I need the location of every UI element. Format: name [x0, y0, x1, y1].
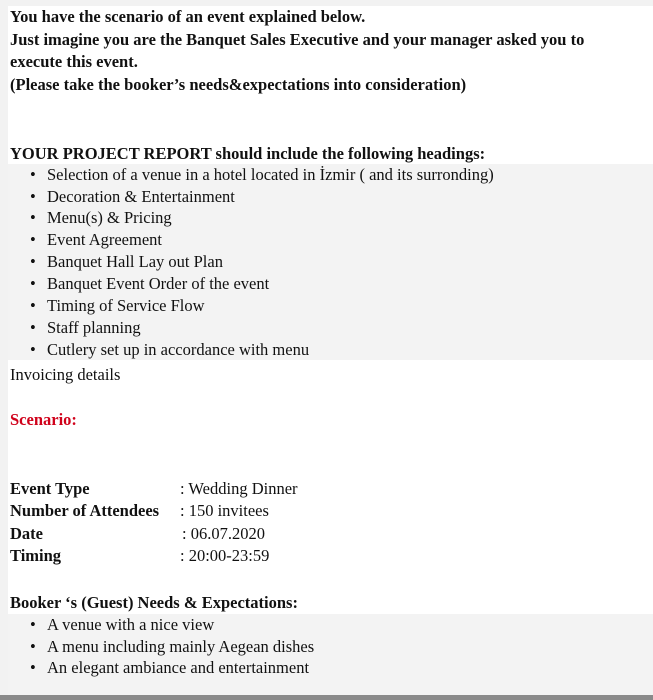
- detail-value: : 06.07.2020: [182, 524, 265, 543]
- document-panel-middle: [8, 360, 653, 614]
- bottom-border: [0, 695, 653, 700]
- list-item: • Timing of Service Flow: [30, 296, 205, 316]
- list-item: • A menu including mainly Aegean dishes: [30, 637, 314, 657]
- detail-label: Number of Attendees: [10, 501, 160, 520]
- detail-value: : Wedding Dinner: [180, 479, 298, 498]
- report-heading: YOUR PROJECT REPORT should include the following headings:: [10, 144, 486, 163]
- detail-label: Event Type: [10, 479, 90, 498]
- invoicing-details: Invoicing details: [10, 365, 121, 384]
- list-item: • A venue with a nice view: [30, 615, 214, 635]
- list-item: • Menu(s) & Pricing: [30, 208, 172, 228]
- list-item: • Banquet Event Order of the event: [30, 274, 269, 294]
- list-item: • Staff planning: [30, 318, 141, 338]
- intro-line: Just imagine you are the Banquet Sales Executive and your manager asked you to: [10, 30, 585, 49]
- detail-value: : 150 invitees: [180, 501, 269, 520]
- detail-label: Timing: [10, 546, 62, 565]
- intro-line: You have the scenario of an event explained below.: [10, 7, 366, 26]
- detail-value: : 20:00-23:59: [180, 546, 270, 565]
- detail-label: Date: [10, 524, 43, 543]
- scenario-heading: Scenario:: [10, 410, 77, 429]
- list-item: • Banquet Hall Lay out Plan: [30, 252, 223, 272]
- list-item: • Selection of a venue in a hotel located in İzmir ( and its surronding): [30, 165, 494, 185]
- list-item: • Decoration & Entertainment: [30, 187, 235, 207]
- needs-heading: Booker ‘s (Guest) Needs & Expectations:: [10, 593, 298, 612]
- list-item: • Cutlery set up in accordance with menu: [30, 340, 309, 360]
- list-item: • An elegant ambiance and entertainment: [30, 658, 309, 678]
- intro-line: execute this event.: [10, 52, 138, 71]
- list-item: • Event Agreement: [30, 230, 162, 250]
- intro-line: (Please take the booker’s needs&expectations into consideration): [10, 75, 467, 94]
